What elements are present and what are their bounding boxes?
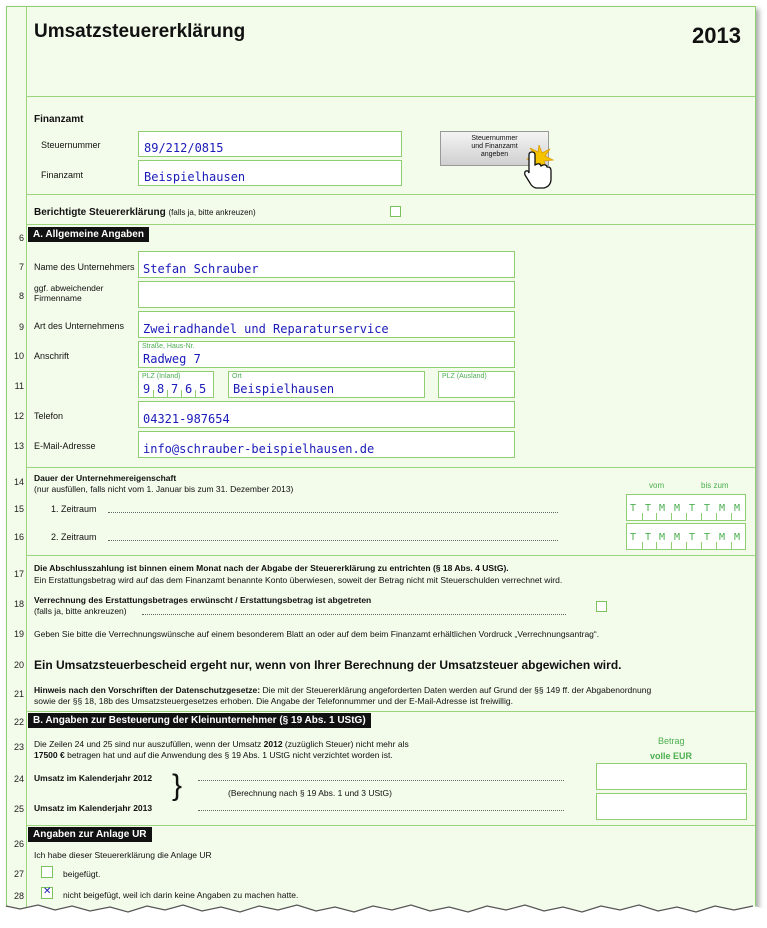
ort-field[interactable] bbox=[228, 371, 425, 398]
date-placeholder: T bbox=[630, 532, 637, 543]
berichtigte-row bbox=[34, 207, 256, 218]
divider bbox=[27, 555, 755, 556]
umsatz-2013-label: Umsatz im Kalenderjahr 2013 bbox=[34, 803, 153, 813]
divider bbox=[27, 711, 755, 712]
bis-zum-label: bis zum bbox=[701, 481, 729, 490]
name-label: Name des Unternehmers bbox=[34, 262, 135, 272]
line-number: 15 bbox=[13, 504, 24, 514]
verrechnung-text: Verrechnung des Erstattungsbetrages erwünscht / Erstattungsbetrag ist abgetreten bbox=[34, 595, 372, 605]
art-field[interactable] bbox=[138, 311, 515, 338]
line-number: 10 bbox=[13, 351, 24, 361]
betrag-label: Betrag bbox=[658, 736, 685, 746]
comb-divider bbox=[701, 542, 702, 549]
click-hand-cursor-icon bbox=[515, 141, 555, 191]
comb-divider bbox=[716, 542, 717, 549]
comb-divider bbox=[671, 542, 672, 549]
line-number: 6 bbox=[18, 233, 24, 243]
line-number: 11 bbox=[14, 381, 24, 391]
date-placeholder: M bbox=[734, 503, 741, 514]
dauer-hint: (nur ausfüllen, falls nicht vom 1. Januar bis zum 31. Dezember 2013) bbox=[34, 484, 294, 494]
plz-digit: 5 bbox=[199, 382, 207, 396]
date-placeholder: M bbox=[659, 532, 666, 543]
email-field[interactable] bbox=[138, 431, 515, 458]
ort-sublabel: Ort bbox=[232, 373, 242, 380]
checkmark-x-icon: ✕ bbox=[43, 886, 52, 897]
telefon-value: 04321-987654 bbox=[143, 412, 230, 426]
telefon-field[interactable] bbox=[138, 401, 515, 428]
name-field[interactable] bbox=[138, 251, 515, 278]
verrechnung-checkbox[interactable] bbox=[596, 601, 607, 612]
date-placeholder: T bbox=[645, 532, 652, 543]
dotted-leader bbox=[142, 614, 566, 615]
intro-part: betragen hat und auf die Anwendung des § 19 Abs. 1 UStG nicht verzichtet worden ist. bbox=[64, 750, 393, 760]
grouping-brace: } bbox=[172, 769, 183, 802]
comb-divider bbox=[731, 513, 732, 520]
abschlusszahlung-text: Die Abschlusszahlung ist binnen einem Monat nach der Abgabe der Steuererklärung zu entrichten (§ 18 Abs. 4 UStG). bbox=[34, 563, 509, 573]
divider bbox=[27, 825, 755, 826]
section-a-header: A. Allgemeine Angaben bbox=[28, 227, 149, 242]
line-number: 16 bbox=[13, 532, 24, 542]
date-placeholder: T bbox=[704, 503, 711, 514]
section-b-intro-2 bbox=[34, 750, 393, 760]
firmenname-label-2: Firmenname bbox=[34, 293, 82, 303]
line-number: 25 bbox=[13, 804, 24, 814]
steuernummer-label: Steuernummer bbox=[41, 140, 101, 150]
berichtigte-hint: (falls ja, bitte ankreuzen) bbox=[168, 208, 256, 217]
comb-divider bbox=[656, 513, 657, 520]
torn-paper-edge bbox=[0, 900, 767, 928]
date-placeholder: M bbox=[674, 503, 681, 514]
line-number: 18 bbox=[13, 599, 24, 609]
line-number: 28 bbox=[13, 891, 24, 901]
date-placeholder: M bbox=[674, 532, 681, 543]
vom-label: vom bbox=[649, 481, 665, 490]
date-placeholder: T bbox=[689, 532, 696, 543]
comb-divider bbox=[642, 542, 643, 549]
plz-ausland-field[interactable] bbox=[438, 371, 515, 398]
email-label: E-Mail-Adresse bbox=[34, 441, 96, 451]
telefon-label: Telefon bbox=[34, 411, 64, 421]
line-number: 9 bbox=[18, 322, 24, 332]
strasse-value: Radweg 7 bbox=[143, 352, 201, 366]
dotted-leader bbox=[198, 780, 564, 781]
art-label: Art des Unternehmens bbox=[34, 321, 125, 331]
line-number: 23 bbox=[13, 742, 24, 752]
zeitraum1-date-field[interactable] bbox=[626, 494, 746, 521]
line-number: 26 bbox=[13, 839, 24, 849]
datenschutz-text bbox=[34, 685, 651, 695]
dauer-title: Dauer der Unternehmereigenschaft bbox=[34, 473, 177, 483]
plz-inland-field[interactable] bbox=[138, 371, 214, 398]
plz-ausland-sublabel: PLZ (Ausland) bbox=[442, 373, 487, 380]
tax-form-page bbox=[6, 6, 756, 913]
date-placeholder: M bbox=[659, 503, 666, 514]
date-placeholder: T bbox=[704, 532, 711, 543]
umsatz-2013-field[interactable] bbox=[596, 793, 747, 820]
plz-digit: 9 bbox=[143, 382, 151, 396]
line-number: 7 bbox=[18, 262, 24, 272]
divider bbox=[27, 467, 755, 468]
steuernummer-value: 89/212/0815 bbox=[144, 141, 224, 155]
comb-divider bbox=[642, 513, 643, 520]
finanzamt-label: Finanzamt bbox=[41, 170, 84, 180]
button-line2: und Finanzamt bbox=[471, 143, 518, 150]
line-number: 21 bbox=[13, 689, 24, 699]
intro-year: 2012 bbox=[263, 739, 283, 749]
date-placeholder: M bbox=[719, 532, 726, 543]
verrechnungswuensche-text: Geben Sie bitte die Verrechnungswünsche auf einem besonderem Blatt an oder auf dem beim Finanzamt erhältlichen Vordruck „Verrechnungsantrag“. bbox=[34, 629, 600, 639]
volle-eur-label: volle EUR bbox=[650, 751, 693, 761]
line-number: 27 bbox=[13, 869, 24, 879]
anlage-beigefuegt-label: beigefügt. bbox=[63, 869, 101, 879]
anlage-ur-header: Angaben zur Anlage UR bbox=[28, 827, 152, 842]
berechnung-text: (Berechnung nach § 19 Abs. 1 und 3 UStG) bbox=[228, 788, 392, 798]
date-placeholder: M bbox=[719, 503, 726, 514]
anlage-ur-intro: Ich habe dieser Steuererklärung die Anlage UR bbox=[34, 850, 212, 860]
comb-divider bbox=[731, 542, 732, 549]
plz-digit: 6 bbox=[185, 382, 193, 396]
verrechnung-hint: (falls ja, bitte ankreuzen) bbox=[34, 606, 127, 616]
dotted-leader bbox=[108, 540, 558, 541]
ort-value: Beispielhausen bbox=[233, 382, 335, 396]
anlage-nicht-beigefuegt-label: nicht beigefügt, weil ich darin keine Angaben zu machen hatte. bbox=[63, 890, 299, 900]
line-number: 12 bbox=[13, 411, 24, 421]
comb-divider bbox=[686, 542, 687, 549]
datenschutz-bold: Hinweis nach den Vorschriften der Datenschutzgesetze: bbox=[34, 685, 261, 695]
form-title: Umsatzsteuererklärung bbox=[34, 21, 246, 42]
bescheid-notice: Ein Umsatzsteuerbescheid ergeht nur, wenn von Ihrer Berechnung der Umsatzsteuer abgewichen wird. bbox=[34, 658, 622, 672]
strasse-sublabel: Straße, Haus-Nr. bbox=[142, 343, 195, 350]
comb-divider bbox=[716, 513, 717, 520]
comb-divider bbox=[153, 390, 154, 397]
plz-inland-sublabel: PLZ (Inland) bbox=[142, 373, 181, 380]
comb-divider bbox=[195, 390, 196, 397]
firmenname-label-1: ggf. abweichender bbox=[34, 283, 104, 293]
plz-digit: 7 bbox=[171, 382, 179, 396]
intro-amount: 17500 € bbox=[34, 750, 65, 760]
anlage-beigefuegt-checkbox[interactable] bbox=[41, 866, 53, 878]
divider bbox=[27, 224, 755, 225]
comb-divider bbox=[686, 513, 687, 520]
comb-divider bbox=[701, 513, 702, 520]
intro-part: (zuzüglich Steuer) nicht mehr als bbox=[282, 739, 409, 749]
zeitraum2-date-field[interactable] bbox=[626, 523, 746, 550]
divider bbox=[27, 96, 755, 97]
section-b-intro-1 bbox=[34, 739, 409, 749]
line-number: 17 bbox=[13, 569, 24, 579]
berichtigte-checkbox[interactable] bbox=[390, 206, 401, 217]
line-number: 13 bbox=[13, 441, 24, 451]
art-value: Zweiradhandel und Reparaturservice bbox=[143, 322, 389, 336]
line-number: 22 bbox=[13, 717, 24, 727]
comb-divider bbox=[167, 390, 168, 397]
steuernummer-field[interactable] bbox=[138, 131, 402, 157]
erstattungsbetrag-text: Ein Erstattungsbetrag wird auf das dem Finanzamt benannte Konto überwiesen, soweit der Betrag nicht mit Steuerschulden verrechnet wird. bbox=[34, 575, 563, 585]
section-b-header: B. Angaben zur Besteuerung der Kleinunternehmer (§ 19 Abs. 1 UStG) bbox=[28, 713, 371, 728]
date-placeholder: M bbox=[734, 532, 741, 543]
button-line1: Steuernummer bbox=[471, 135, 518, 142]
button-line3: angeben bbox=[480, 151, 509, 158]
date-placeholder: T bbox=[645, 503, 652, 514]
line-number: 20 bbox=[13, 660, 24, 670]
berichtigte-label: Berichtigte Steuererklärung bbox=[34, 207, 166, 218]
intro-part: Die Zeilen 24 und 25 sind nur auszufüllen, wenn der Umsatz bbox=[34, 739, 264, 749]
finanzamt-heading: Finanzamt bbox=[34, 114, 84, 125]
anlage-nicht-beigefuegt-checkbox[interactable] bbox=[41, 887, 53, 899]
dotted-leader bbox=[108, 512, 558, 513]
comb-divider bbox=[656, 542, 657, 549]
finanzamt-field[interactable] bbox=[138, 160, 402, 186]
zeitraum1-label: 1. Zeitraum bbox=[51, 504, 97, 514]
line-number: 19 bbox=[13, 629, 24, 639]
finanzamt-value: Beispielhausen bbox=[144, 170, 246, 184]
datenschutz-rest: Die mit der Steuererklärung angeforderten Daten werden auf Grund der §§ 149 ff. der Abgabenordnung bbox=[260, 685, 652, 695]
line-number: 24 bbox=[13, 774, 24, 784]
plz-digit: 8 bbox=[157, 382, 165, 396]
datenschutz-line2: sowie der §§ 18, 18b des Umsatzsteuergesetzes erhoben. Die Angabe der Telefonnummer und der E-Mail-Adresse ist freiwillig. bbox=[34, 696, 513, 706]
anschrift-label: Anschrift bbox=[34, 351, 70, 361]
comb-divider bbox=[181, 390, 182, 397]
date-placeholder: T bbox=[689, 503, 696, 514]
umsatz-2012-field[interactable] bbox=[596, 763, 747, 790]
date-placeholder: T bbox=[630, 503, 637, 514]
comb-divider bbox=[671, 513, 672, 520]
strasse-field[interactable] bbox=[138, 341, 515, 368]
zeitraum2-label: 2. Zeitraum bbox=[51, 532, 97, 542]
line-number: 8 bbox=[18, 291, 24, 301]
umsatz-2012-label: Umsatz im Kalenderjahr 2012 bbox=[34, 773, 153, 783]
line-number: 14 bbox=[13, 477, 24, 487]
divider bbox=[27, 194, 755, 195]
email-value: info@schrauber-beispielhausen.de bbox=[143, 442, 375, 456]
form-year: 2013 bbox=[692, 23, 741, 48]
dotted-leader bbox=[198, 810, 564, 811]
firmenname-field[interactable] bbox=[138, 281, 515, 308]
name-value: Stefan Schrauber bbox=[143, 262, 259, 276]
